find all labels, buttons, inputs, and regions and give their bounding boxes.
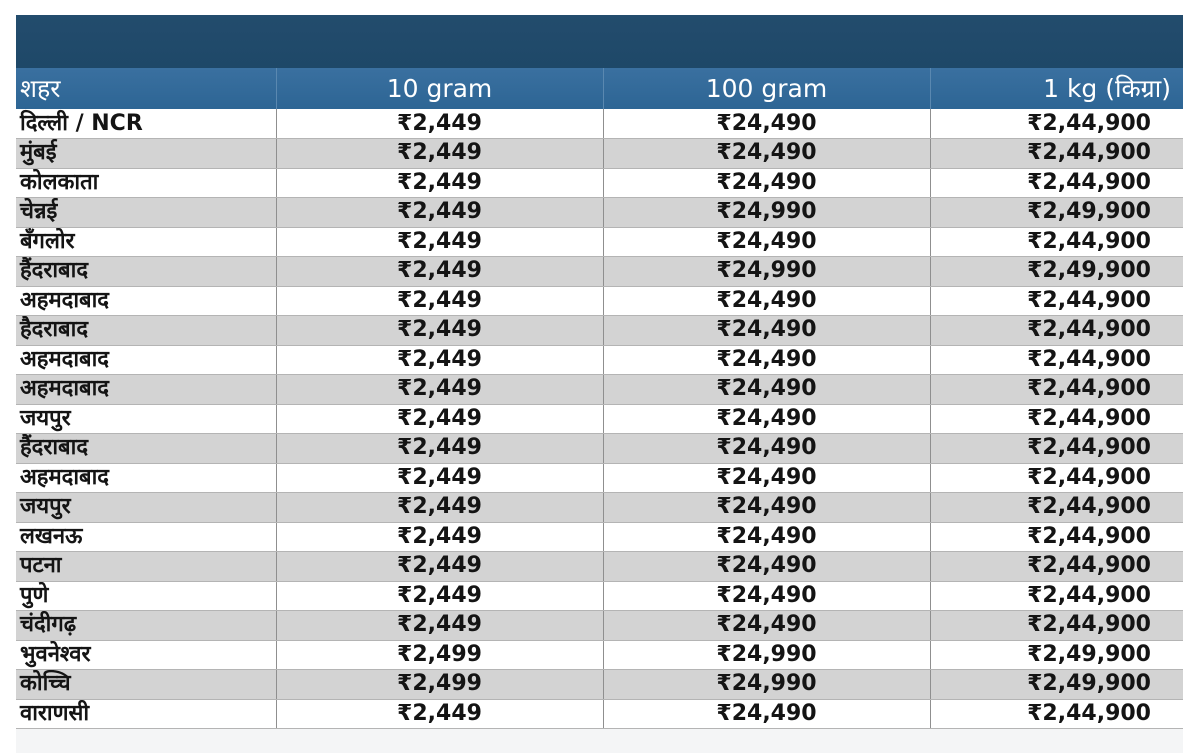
city-cell: वाराणसी — [16, 699, 276, 729]
price-10-gram-cell: ₹2,449 — [276, 286, 603, 316]
price-100-gram-cell: ₹24,490 — [603, 493, 930, 523]
city-cell: हैंदराबाद — [16, 434, 276, 464]
price-1-kg-cell: ₹2,44,900 — [930, 463, 1183, 493]
price-1-kg-cell: ₹2,44,900 — [930, 611, 1183, 641]
column-header-1-kg: 1 kg (किग्रा) — [930, 68, 1183, 109]
price-1-kg-cell: ₹2,44,900 — [930, 316, 1183, 346]
column-header-100-gram: 100 gram — [603, 68, 930, 109]
price-100-gram-cell: ₹24,490 — [603, 109, 930, 139]
table-row — [16, 198, 1183, 228]
city-cell: अहमदाबाद — [16, 345, 276, 375]
price-1-kg-cell: ₹2,44,900 — [930, 493, 1183, 523]
price-10-gram-cell: ₹2,449 — [276, 227, 603, 257]
price-10-gram-cell: ₹2,449 — [276, 611, 603, 641]
price-10-gram-cell: ₹2,449 — [276, 257, 603, 287]
city-cell: दिल्ली / NCR — [16, 109, 276, 139]
table-row — [16, 670, 1183, 700]
table-row — [16, 286, 1183, 316]
header-row — [16, 68, 1183, 109]
price-100-gram-cell: ₹24,490 — [603, 434, 930, 464]
price-100-gram-cell: ₹24,490 — [603, 611, 930, 641]
price-10-gram-cell: ₹2,449 — [276, 493, 603, 523]
price-10-gram-cell: ₹2,499 — [276, 670, 603, 700]
table-row — [16, 168, 1183, 198]
price-1-kg-cell: ₹2,44,900 — [930, 227, 1183, 257]
price-10-gram-cell: ₹2,449 — [276, 463, 603, 493]
price-1-kg-cell: ₹2,49,900 — [930, 670, 1183, 700]
price-1-kg-cell: ₹2,44,900 — [930, 109, 1183, 139]
price-100-gram-cell: ₹24,490 — [603, 316, 930, 346]
price-1-kg-cell: ₹2,44,900 — [930, 404, 1183, 434]
city-cell: पुणे — [16, 581, 276, 611]
price-100-gram-cell: ₹24,990 — [603, 198, 930, 228]
price-100-gram-cell: ₹24,490 — [603, 581, 930, 611]
price-1-kg-cell: ₹2,44,900 — [930, 139, 1183, 169]
header-banner — [16, 15, 1183, 68]
price-10-gram-cell: ₹2,449 — [276, 109, 603, 139]
table-row — [16, 522, 1183, 552]
price-10-gram-cell: ₹2,449 — [276, 404, 603, 434]
price-100-gram-cell: ₹24,490 — [603, 699, 930, 729]
city-cell: भुवनेश्वर — [16, 640, 276, 670]
table-row — [16, 404, 1183, 434]
city-cell: अहमदाबाद — [16, 286, 276, 316]
price-10-gram-cell: ₹2,449 — [276, 522, 603, 552]
price-100-gram-cell: ₹24,490 — [603, 552, 930, 582]
price-10-gram-cell: ₹2,449 — [276, 168, 603, 198]
price-10-gram-cell: ₹2,449 — [276, 139, 603, 169]
price-1-kg-cell: ₹2,49,900 — [930, 198, 1183, 228]
table-row — [16, 227, 1183, 257]
column-header-city: शहर — [20, 74, 61, 103]
table-row — [16, 611, 1183, 641]
price-1-kg-cell: ₹2,49,900 — [930, 640, 1183, 670]
table-row — [16, 463, 1183, 493]
price-1-kg-cell: ₹2,44,900 — [930, 286, 1183, 316]
price-1-kg-cell: ₹2,44,900 — [930, 552, 1183, 582]
price-10-gram-cell: ₹2,449 — [276, 552, 603, 582]
price-100-gram-cell: ₹24,990 — [603, 640, 930, 670]
table-row — [16, 434, 1183, 464]
price-100-gram-cell: ₹24,490 — [603, 345, 930, 375]
city-cell: पटना — [16, 552, 276, 582]
price-100-gram-cell: ₹24,990 — [603, 670, 930, 700]
table-row — [16, 640, 1183, 670]
table-row — [16, 375, 1183, 405]
price-10-gram-cell: ₹2,449 — [276, 699, 603, 729]
price-table — [16, 68, 1183, 729]
price-10-gram-cell: ₹2,499 — [276, 640, 603, 670]
price-100-gram-cell: ₹24,490 — [603, 227, 930, 257]
city-cell: अहमदाबाद — [16, 375, 276, 405]
price-100-gram-cell: ₹24,490 — [603, 404, 930, 434]
column-header-10-gram: 10 gram — [276, 68, 603, 109]
price-1-kg-cell: ₹2,49,900 — [930, 257, 1183, 287]
price-100-gram-cell: ₹24,990 — [603, 257, 930, 287]
table-body — [16, 109, 1183, 729]
city-cell: कोलकाता — [16, 168, 276, 198]
price-1-kg-cell: ₹2,44,900 — [930, 522, 1183, 552]
table-row — [16, 257, 1183, 287]
table-row — [16, 316, 1183, 346]
price-1-kg-cell: ₹2,44,900 — [930, 375, 1183, 405]
price-100-gram-cell: ₹24,490 — [603, 522, 930, 552]
price-1-kg-cell: ₹2,44,900 — [930, 345, 1183, 375]
city-cell: कोच्चि — [16, 670, 276, 700]
table-row — [16, 345, 1183, 375]
table-row — [16, 109, 1183, 139]
price-table-frame — [16, 15, 1183, 753]
city-cell: मुंबई — [16, 139, 276, 169]
city-cell: बँगलोर — [16, 227, 276, 257]
table-row — [16, 493, 1183, 523]
table-row — [16, 139, 1183, 169]
price-100-gram-cell: ₹24,490 — [603, 463, 930, 493]
city-cell: चंदीगढ़ — [16, 611, 276, 641]
city-cell: हैदराबाद — [16, 316, 276, 346]
city-cell: जयपुर — [16, 493, 276, 523]
price-100-gram-cell: ₹24,490 — [603, 375, 930, 405]
price-1-kg-cell: ₹2,44,900 — [930, 581, 1183, 611]
table-row — [16, 552, 1183, 582]
city-cell: लखनऊ — [16, 522, 276, 552]
price-10-gram-cell: ₹2,449 — [276, 316, 603, 346]
price-100-gram-cell: ₹24,490 — [603, 286, 930, 316]
table-row — [16, 699, 1183, 729]
city-cell: हैंदराबाद — [16, 257, 276, 287]
price-1-kg-cell: ₹2,44,900 — [930, 434, 1183, 464]
city-cell: अहमदाबाद — [16, 463, 276, 493]
price-100-gram-cell: ₹24,490 — [603, 139, 930, 169]
price-10-gram-cell: ₹2,449 — [276, 581, 603, 611]
city-cell: जयपुर — [16, 404, 276, 434]
price-10-gram-cell: ₹2,449 — [276, 345, 603, 375]
price-10-gram-cell: ₹2,449 — [276, 434, 603, 464]
price-10-gram-cell: ₹2,449 — [276, 375, 603, 405]
price-1-kg-cell: ₹2,44,900 — [930, 699, 1183, 729]
price-1-kg-cell: ₹2,44,900 — [930, 168, 1183, 198]
price-10-gram-cell: ₹2,449 — [276, 198, 603, 228]
city-cell: चेन्नई — [16, 198, 276, 228]
table-row — [16, 581, 1183, 611]
price-100-gram-cell: ₹24,490 — [603, 168, 930, 198]
table-header — [16, 68, 1183, 109]
